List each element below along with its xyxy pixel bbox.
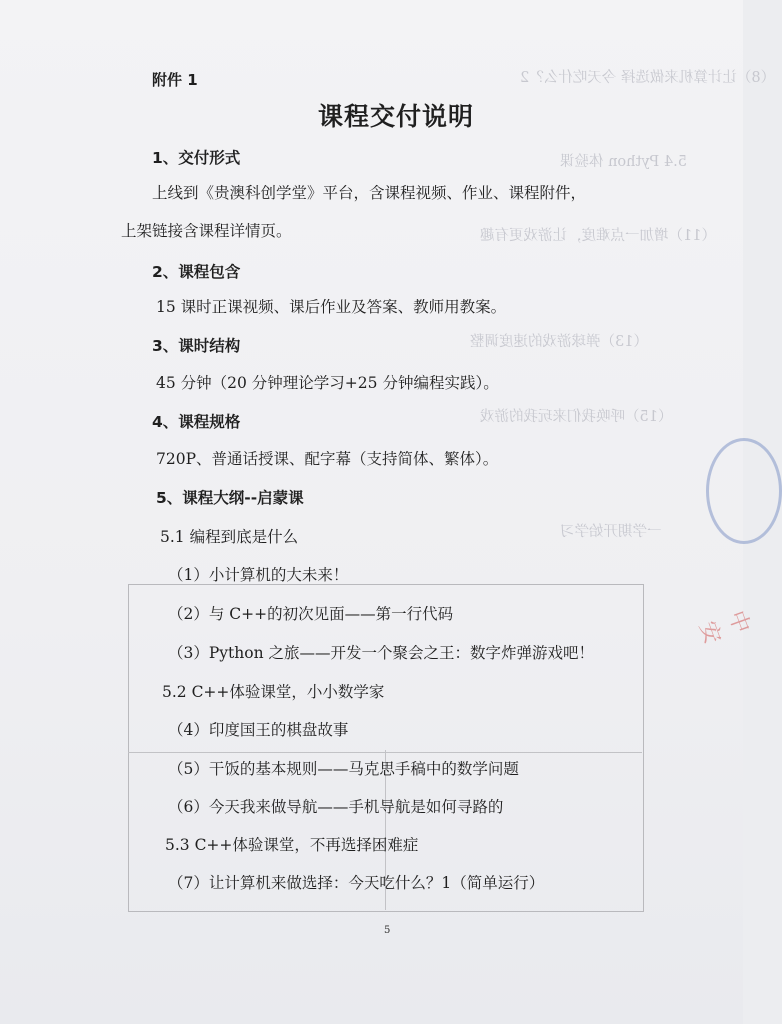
section-heading: 2、课程包含 <box>152 263 241 281</box>
bleed-through: 5.4 Python 体验课 <box>560 154 687 170</box>
outline-item: （2）与 C++的初次见面——第一行代码 <box>168 605 454 623</box>
paragraph-line: 上线到《贵澳科创学堂》平台，含课程视频、作业、课程附件， <box>152 184 587 202</box>
outline-unit: 5.2 C++体验课堂，小小数学家 <box>162 683 385 701</box>
bleed-through: （11）增加一点难度，让游戏更有趣 <box>480 228 716 244</box>
seal-stamp <box>706 438 782 544</box>
section-heading: 1、交付形式 <box>152 149 241 167</box>
section-heading: 4、课程规格 <box>152 413 241 431</box>
attachment-label: 附件 1 <box>152 71 198 89</box>
outline-item: （3）Python 之旅——开发一个聚会之王：数字炸弹游戏吧！ <box>168 644 595 662</box>
section-heading: 3、课时结构 <box>152 337 241 355</box>
outline-item: （1）小计算机的大未来！ <box>168 566 349 584</box>
paragraph-line: 15 课时正课视频、课后作业及答案、教师用教案。 <box>156 298 507 316</box>
outline-item: （6）今天我来做导航——手机导航是如何寻路的 <box>168 798 504 816</box>
paragraph-line: 720P、普通话授课、配字幕（支持简体、繁体）。 <box>156 450 499 468</box>
outline-item: （4）印度国王的棋盘故事 <box>168 721 349 739</box>
bleed-through: （13）弹球游戏的速度调整 <box>470 334 648 350</box>
table-frame <box>128 584 644 912</box>
page-title: 课程交付说明 <box>318 102 475 131</box>
bleed-through: （15）呼唤我们来玩我的游戏 <box>480 409 673 425</box>
bleed-through: 一学期开始学习 <box>560 524 662 540</box>
paragraph-line: 上架链接含课程详情页。 <box>121 222 292 240</box>
bleed-through: （8）让计算机来做选择 今天吃什么？2 <box>520 70 776 86</box>
outline-unit: 5.1 编程到底是什么 <box>160 528 299 546</box>
outline-item: （7）让计算机来做选择：今天吃什么？1（简单运行） <box>168 874 545 892</box>
red-stamp: 中 安 <box>694 607 755 648</box>
section-heading: 5、课程大纲--启蒙课 <box>156 489 304 507</box>
page-number: 5 <box>384 925 391 936</box>
outline-unit: 5.3 C++体验课堂，不再选择困难症 <box>165 836 419 854</box>
outline-item: （5）干饭的基本规则——马克思手稿中的数学问题 <box>168 760 519 778</box>
paragraph-line: 45 分钟（20 分钟理论学习+25 分钟编程实践）。 <box>156 374 499 392</box>
table-divider <box>128 752 642 753</box>
